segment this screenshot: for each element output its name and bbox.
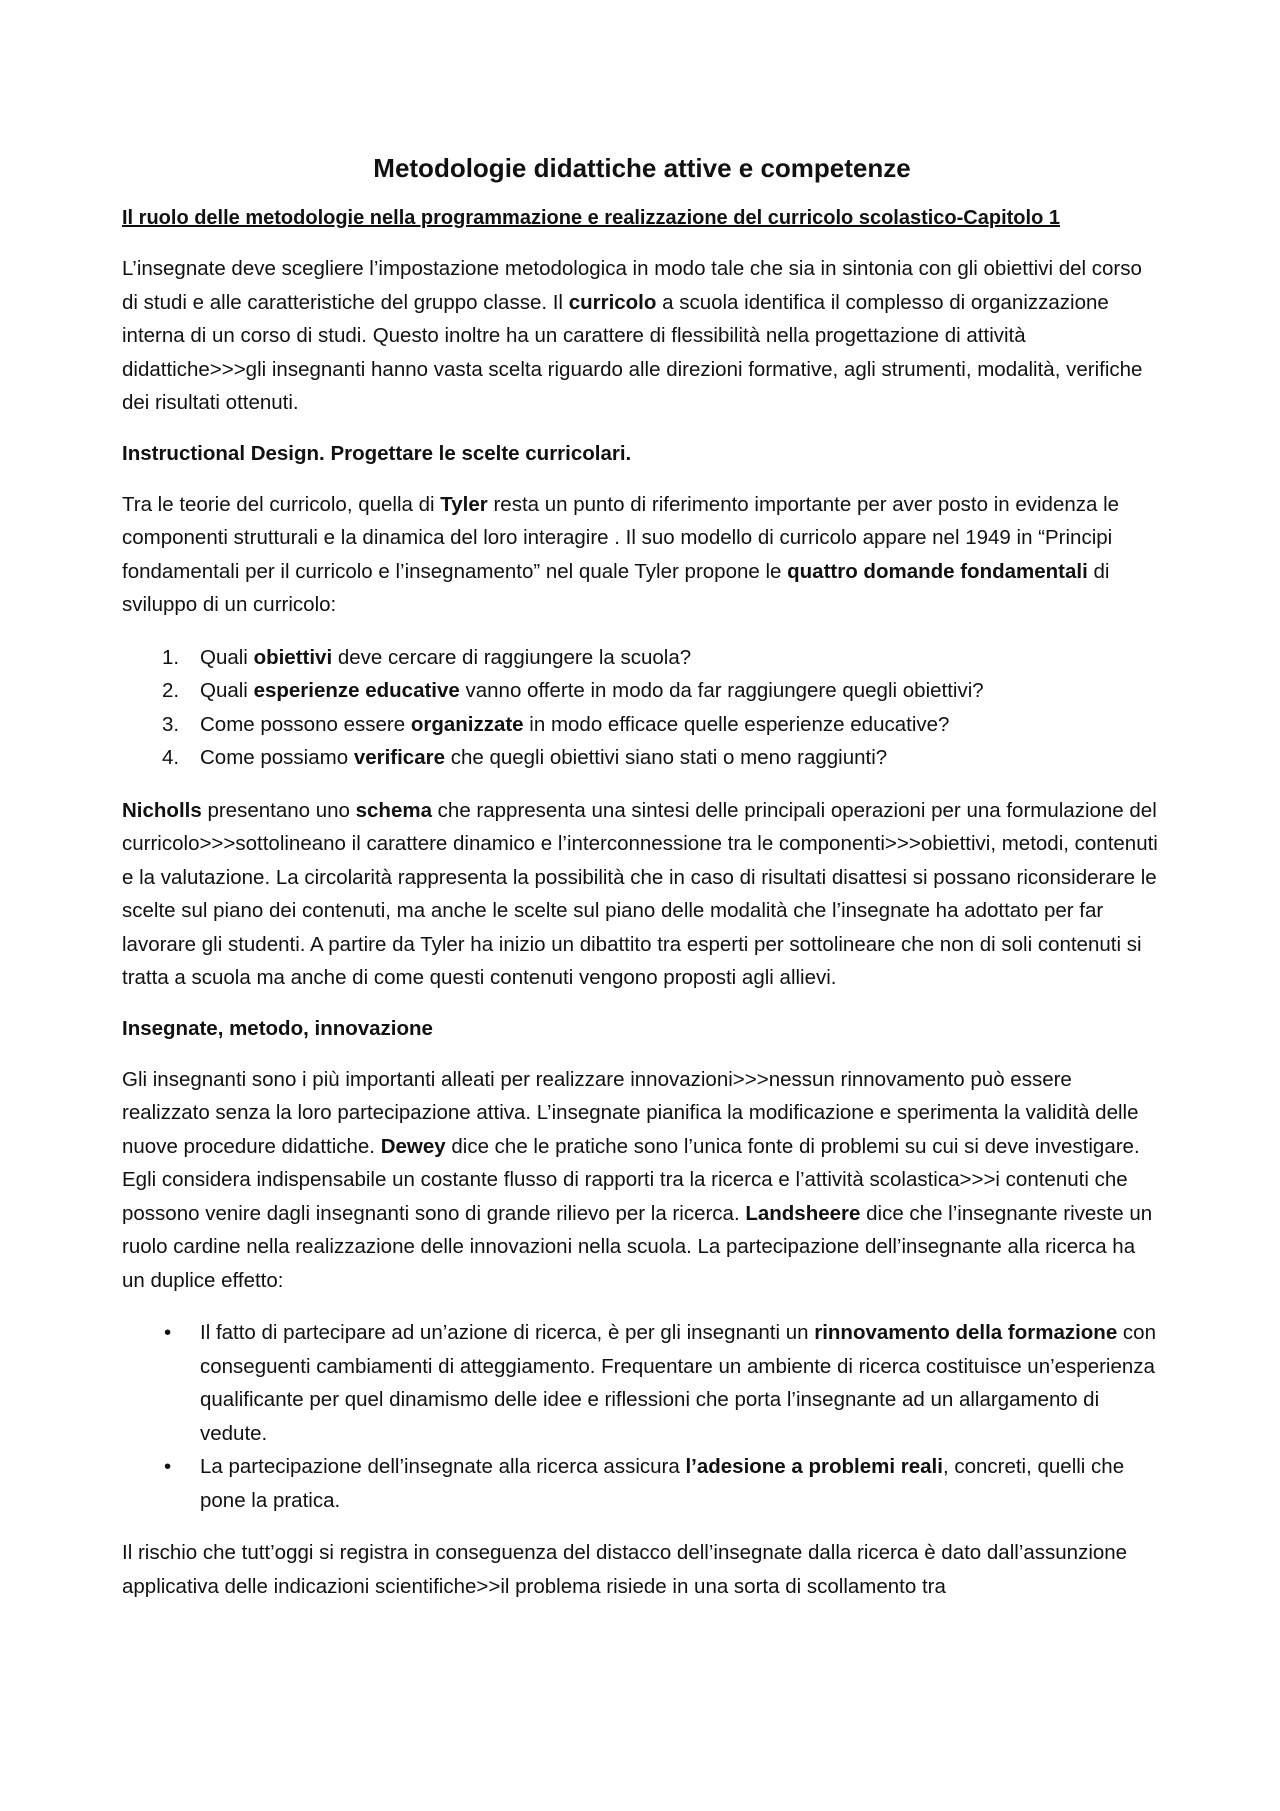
list-number: 1. (162, 645, 180, 669)
bold-curricolo: curricolo (568, 290, 657, 314)
paragraph-rischio: Il rischio che tutt’oggi si registra in conseguenza del distacco dell’insegnate dalla ricerca è dato dall’assunzione applicativa delle indicazioni scientifiche>>il problema risiede in una sorta di scollamento tra (122, 1541, 1128, 1598)
list-item: 3. Come possono essere organizzate in modo efficace quelle esperienze educative? (122, 708, 1162, 742)
list-number: 2. (162, 679, 180, 702)
paragraph-curricolo: L’insegnate deve scegliere l’impostazione metodologica in modo tale che sia in sintonia con gli obiettivi del corso di studi e alle caratteristiche del gruppo classe. Il curricolo a scuola identifica il complesso di organizzazione interna di un corso di studi. Questo inoltre ha un carattere di flessibilità nella progettazione di attività didattiche>>>gli insegnanti hanno vasta scelta riguardo alle direzioni formative, agli strumenti, modalità, verifiche dei risultati ottenuti. (122, 257, 1143, 414)
list-number: 4. (162, 746, 180, 769)
bold-dewey: Dewey (380, 1134, 446, 1158)
bullet-icon: • (164, 1455, 172, 1478)
bullet-icon: • (164, 1321, 172, 1344)
bold-schema: schema (355, 798, 432, 822)
section-heading: Il ruolo delle metodologie nella programmazione e realizzazione del curricolo scolastico-Capitolo 1 (122, 207, 1060, 229)
bold-landsheere: Landsheere (745, 1201, 861, 1225)
list-item: • La partecipazione dell’insegnate alla ricerca assicura l’adesione a problemi reali, concreti, quelli che pone la pratica. (122, 1450, 1162, 1517)
list-number: 3. (162, 712, 180, 736)
subheading-instructional-design: Instructional Design. Progettare le scelte curricolari. (122, 441, 632, 465)
document-title: Metodologie didattiche attive e competenze (373, 153, 911, 183)
list-item: 4. Come possiamo verificare che quegli obiettivi siano stati o meno raggiunti? (122, 741, 1162, 775)
document-page (122, 150, 1162, 1603)
paragraph-tyler: Tra le teorie del curricolo, quella di Tyler resta un punto di riferimento importante per aver posto in evidenza le componenti strutturali e la dinamica del loro interagire . Il suo modello di curricolo appare nel 1949 in “Principi fondamentali per il curricolo e l’insegnamento” nel quale Tyler propone le quattro domande fondamentali di sviluppo di un curricolo: (122, 492, 1120, 616)
paragraph-nicholls: Nicholls presentano uno schema che rappresenta una sintesi delle principali operazioni per una formulazione del curricolo>>>sottolineano il carattere dinamico e l’interconnessione tra le componenti>>>obiettivi, metodi, contenuti e la valutazione. La circolarità rappresenta la possibilità che in caso di risultati disattesi si possano riconsiderare le scelte sul piano dei contenuti, ma anche le scelte sul piano delle modalità che l’insegnate ha adottato per far lavorare gli studenti. A partire da Tyler ha inizio un dibattito tra esperti per sottolineare che non di soli contenuti si tratta a scuola ma anche di come questi contenuti vengono proposti agli allievi. (122, 798, 1158, 989)
list-item: 1. Quali obiettivi deve cercare di raggiungere la scuola? (122, 641, 1162, 675)
bold-quattro-domande: quattro domande fondamentali (787, 559, 1088, 583)
list-item: 2. Quali esperienze educative vanno offerte in modo da far raggiungere quegli obiettivi? (122, 674, 1162, 708)
bold-tyler: Tyler (440, 492, 488, 516)
subheading-insegnate: Insegnate, metodo, innovazione (122, 1016, 433, 1040)
paragraph-insegnanti: Gli insegnanti sono i più importanti alleati per realizzare innovazioni>>>nessun rinnovamento può essere realizzato senza la loro partecipazione attiva. L’insegnate pianifica la modificazione e sperimenta la validità delle nuove procedure didattiche. Dewey dice che le pratiche sono l’unica fonte di problemi su cui si deve investigare. Egli considera indispensabile un costante flusso di rapporti tra la ricerca e l’attività scolastica>>>i contenuti che possono venire dagli insegnanti sono di grande rilievo per la ricerca. Landsheere dice che l’insegnante riveste un ruolo cardine nella realizzazione delle innovazioni nella scuola. La partecipazione dell’insegnante alla ricerca ha un duplice effetto: (122, 1067, 1153, 1292)
questions-list (122, 641, 1162, 775)
effects-list (122, 1316, 1162, 1517)
bold-nicholls: Nicholls (122, 798, 202, 822)
list-item: • Il fatto di partecipare ad un’azione di ricerca, è per gli insegnanti un rinnovamento della formazione con conseguenti cambiamenti di atteggiamento. Frequentare un ambiente di ricerca costituisce un’esperienza qualificante per quel dinamismo delle idee e riflessioni che porta l’insegnante ad un allargamento di vedute. (122, 1316, 1162, 1450)
